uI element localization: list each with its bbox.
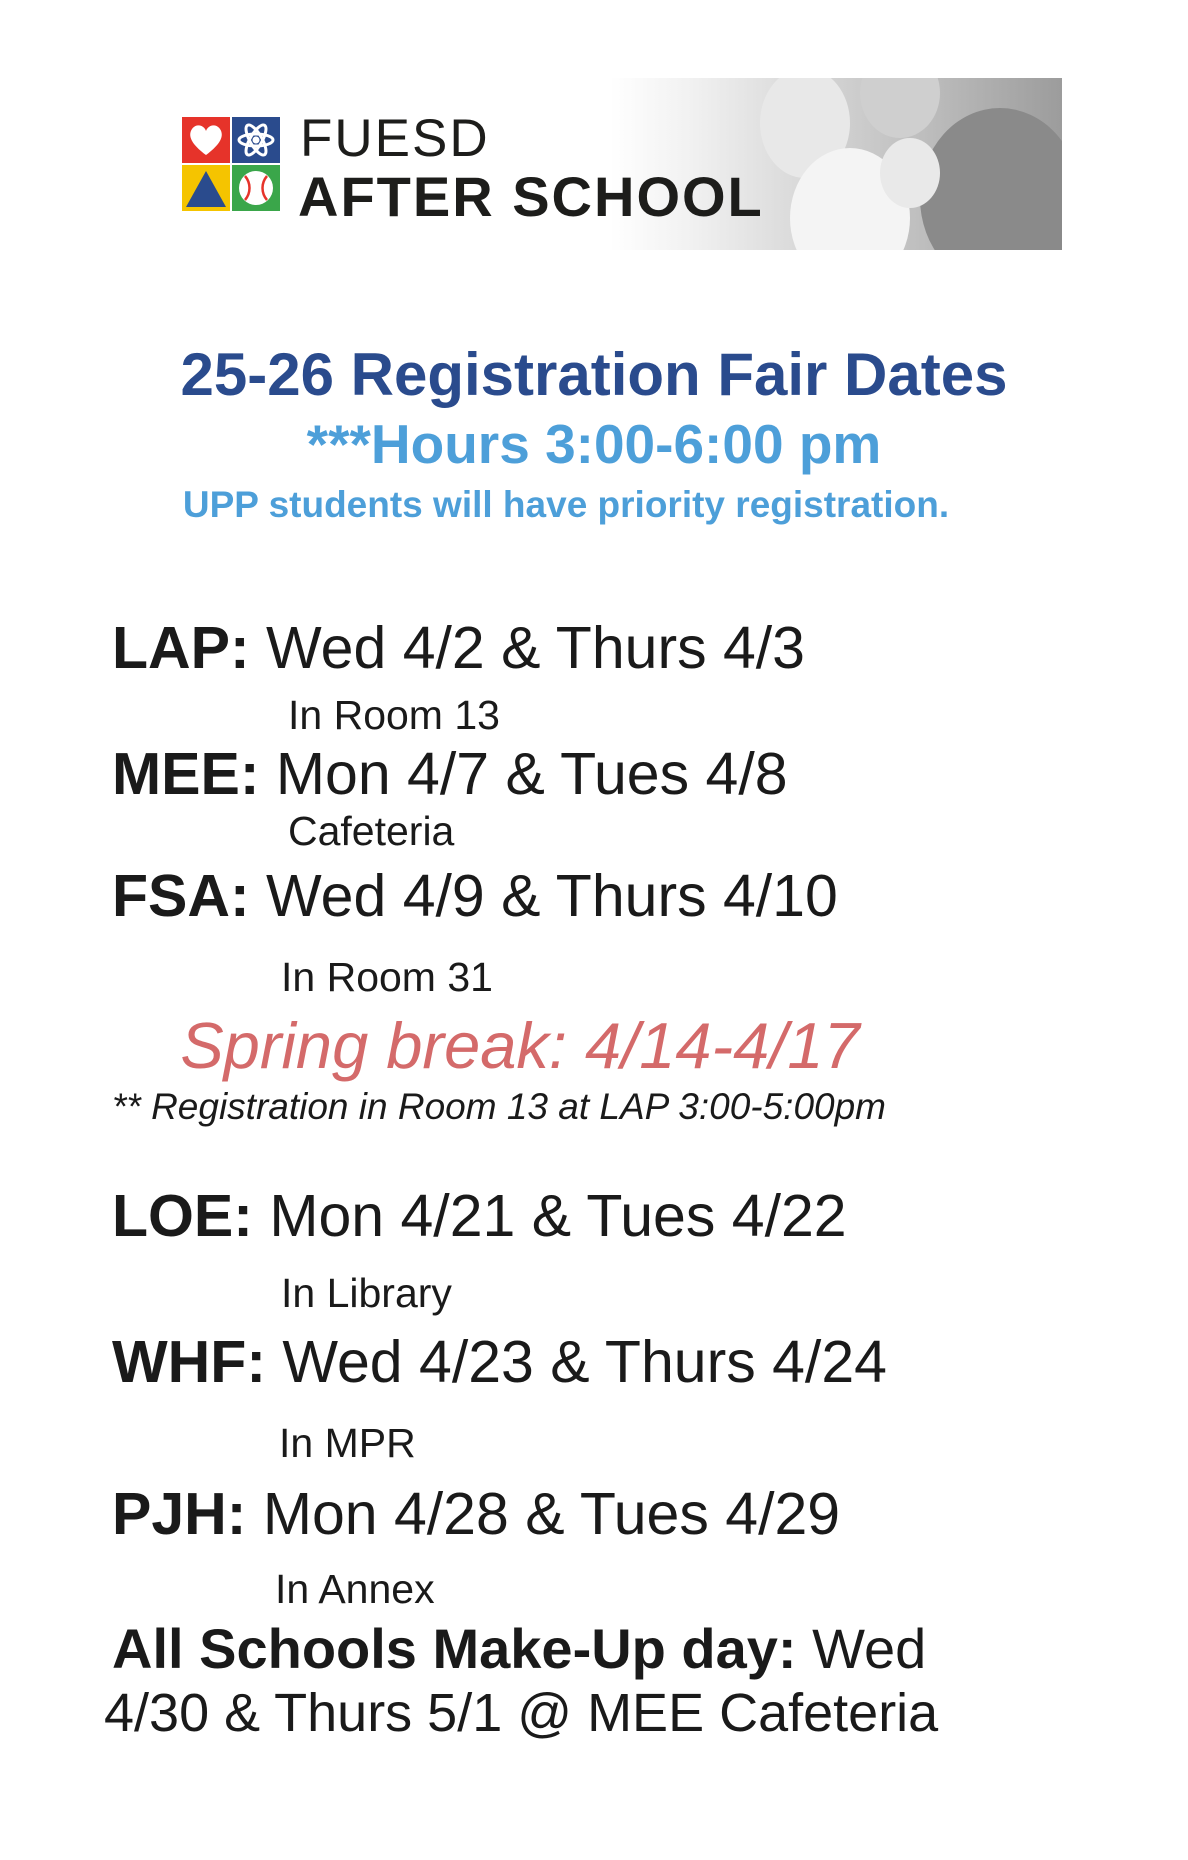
photo-figure — [920, 108, 1062, 250]
makeup-label: All Schools Make-Up day: — [112, 1617, 797, 1680]
atom-icon — [232, 117, 280, 163]
schedule-row-whf — [112, 1328, 887, 1396]
triangle-icon — [182, 165, 230, 211]
spring-break-note: ** Registration in Room 13 at LAP 3:00-5:00pm — [112, 1086, 887, 1127]
spring-break: Spring break: 4/14-4/17 — [180, 1009, 860, 1082]
school-code: MEE: — [112, 741, 260, 807]
heart-icon — [182, 117, 230, 163]
schedule-row-fsa — [112, 862, 838, 930]
baseball-icon — [232, 165, 280, 211]
brand-program: AFTER SCHOOL — [298, 165, 764, 228]
schedule-row-loe — [112, 1182, 847, 1250]
photo-figure — [860, 78, 940, 138]
fuesd-logo — [182, 117, 282, 213]
location-loe: In Library — [281, 1270, 452, 1316]
photo-figure — [880, 138, 940, 208]
schedule-row-pjh — [112, 1480, 840, 1548]
schedule-row-lap — [112, 614, 805, 682]
fair-dates: Mon 4/21 & Tues 4/22 — [252, 1183, 847, 1249]
location-lap: In Room 13 — [288, 692, 500, 738]
fair-dates: Wed 4/2 & Thurs 4/3 — [249, 615, 805, 681]
page-title: 25-26 Registration Fair Dates — [180, 341, 1008, 408]
location-pjh: In Annex — [275, 1566, 435, 1612]
fair-dates: Wed 4/23 & Thurs 4/24 — [265, 1329, 887, 1395]
school-code: PJH: — [112, 1481, 247, 1547]
makeup-dates-start: Wed — [796, 1617, 927, 1680]
makeup-day — [112, 1616, 926, 1681]
fair-dates: Mon 4/7 & Tues 4/8 — [259, 741, 788, 807]
location-mee: Cafeteria — [288, 808, 455, 854]
school-code: LAP: — [112, 615, 250, 681]
fair-dates: Wed 4/9 & Thurs 4/10 — [249, 863, 838, 929]
school-code: LOE: — [112, 1183, 253, 1249]
brand-name: FUESD — [300, 109, 490, 168]
location-whf: In MPR — [279, 1420, 416, 1466]
school-code: FSA: — [112, 863, 250, 929]
school-code: WHF: — [112, 1329, 266, 1395]
hours-line: ***Hours 3:00-6:00 pm — [306, 413, 882, 475]
location-fsa: In Room 31 — [281, 954, 493, 1000]
schedule-row-mee — [112, 740, 788, 808]
makeup-dates: 4/30 & Thurs 5/1 @ MEE Cafeteria — [104, 1683, 939, 1743]
priority-note: UPP students will have priority registration. — [182, 484, 950, 525]
fair-dates: Mon 4/28 & Tues 4/29 — [246, 1481, 841, 1547]
